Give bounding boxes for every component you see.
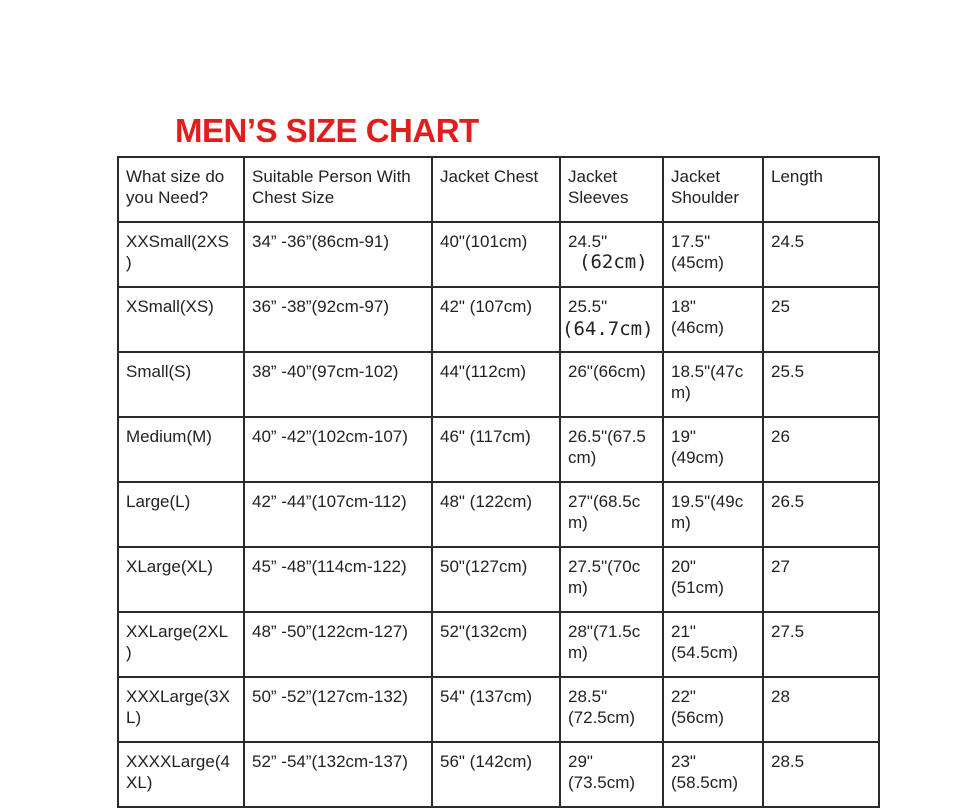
cell-text: (45cm): [671, 253, 724, 272]
cell-text: cm): [568, 448, 597, 467]
header-cell-length: [763, 157, 879, 222]
cell-length: [763, 352, 879, 417]
cell-chest-size-range: [244, 547, 432, 612]
header-cell-jacket-sleeves: [560, 157, 663, 222]
cell-text: 48" (122cm): [440, 492, 533, 511]
cell-text: 52"(132cm): [440, 622, 528, 641]
cell-text: XLarge(XL): [126, 557, 213, 576]
header-cell-size-name: [118, 157, 244, 222]
cell-text: (46cm): [671, 318, 724, 337]
cell-jacket-sleeves: [560, 222, 663, 287]
cell-text: (72.5cm): [568, 708, 636, 727]
cell-size-name: [118, 352, 244, 417]
cell-text: 28.5": [568, 687, 608, 706]
cell-text: XXSmall(2XS: [126, 232, 229, 251]
cell-jacket-chest: [432, 547, 560, 612]
cell-text: 45” -48”(114cm-122): [252, 557, 407, 576]
cell-text: 36” -38”(92cm-97): [252, 297, 389, 316]
cell-text: 29": [568, 752, 593, 771]
cell-text: 44"(112cm): [440, 362, 527, 381]
header-text: Chest Size: [252, 188, 335, 207]
header-text: Jacket: [671, 167, 721, 186]
cell-jacket-sleeves: [560, 287, 663, 352]
cell-chest-size-range: [244, 612, 432, 677]
cell-length: [763, 612, 879, 677]
header-text: Shoulder: [671, 188, 740, 207]
cell-text: 22": [671, 687, 696, 706]
table-row: [118, 417, 879, 482]
cell-text: Large(L): [126, 492, 191, 511]
header-row: [118, 157, 879, 222]
table-row: [118, 352, 879, 417]
cell-text: 26.5: [771, 492, 805, 511]
cell-text: 40” -42”(102cm-107): [252, 427, 408, 446]
cell-text: 19.5"(49c: [671, 492, 744, 511]
header-text: Jacket: [568, 167, 618, 186]
cell-jacket-shoulder: [663, 287, 763, 352]
cell-size-name: [118, 417, 244, 482]
header-text: Sleeves: [568, 188, 629, 207]
table-row: [118, 547, 879, 612]
cell-text: m): [568, 513, 588, 532]
cell-text: ): [126, 643, 132, 662]
sleeve-cm-annotation: (62cm): [579, 251, 648, 273]
cell-text: 26.5"(67.5: [568, 427, 646, 446]
page-title: MEN’S SIZE CHART: [175, 112, 479, 149]
cell-text: (73.5cm): [568, 773, 636, 792]
cell-text: 26: [771, 427, 790, 446]
cell-jacket-shoulder: [663, 352, 763, 417]
cell-jacket-chest: [432, 352, 560, 417]
cell-length: [763, 417, 879, 482]
cell-text: XXXXLarge(4: [126, 752, 230, 771]
cell-text: m): [568, 578, 588, 597]
cell-jacket-sleeves: [560, 742, 663, 807]
cell-text: 28"(71.5c: [568, 622, 641, 641]
cell-jacket-sleeves: [560, 482, 663, 547]
cell-text: (56cm): [671, 708, 724, 727]
cell-jacket-shoulder: [663, 482, 763, 547]
cell-text: Medium(M): [126, 427, 212, 446]
table-row: [118, 612, 879, 677]
cell-text: 18": [671, 297, 696, 316]
cell-text: (51cm): [671, 578, 724, 597]
cell-jacket-chest: [432, 482, 560, 547]
cell-text: m): [671, 383, 691, 402]
cell-size-name: [118, 222, 244, 287]
cell-jacket-sleeves: [560, 352, 663, 417]
cell-text: 50"(127cm): [440, 557, 528, 576]
cell-text: (54.5cm): [671, 643, 739, 662]
table-row: [118, 287, 879, 352]
cell-text: 27.5"(70c: [568, 557, 641, 576]
size-chart-table: [117, 156, 880, 808]
header-text: What size do: [126, 167, 225, 186]
cell-length: [763, 482, 879, 547]
cell-chest-size-range: [244, 287, 432, 352]
cell-chest-size-range: [244, 417, 432, 482]
cell-text: 26"(66cm): [568, 362, 646, 381]
header-cell-jacket-chest: [432, 157, 560, 222]
cell-text: 24.5: [771, 232, 805, 251]
cell-text: 27.5: [771, 622, 805, 641]
sleeve-cm-annotation: (64.7cm): [562, 318, 654, 340]
cell-chest-size-range: [244, 742, 432, 807]
cell-jacket-chest: [432, 677, 560, 742]
cell-text: m): [568, 643, 588, 662]
cell-jacket-chest: [432, 417, 560, 482]
cell-text: Small(S): [126, 362, 192, 381]
cell-text: 46" (117cm): [440, 427, 531, 446]
cell-text: 25.5": [568, 297, 608, 316]
cell-text: XL): [126, 773, 153, 792]
cell-size-name: [118, 482, 244, 547]
cell-chest-size-range: [244, 677, 432, 742]
cell-chest-size-range: [244, 482, 432, 547]
cell-length: [763, 742, 879, 807]
cell-size-name: [118, 677, 244, 742]
cell-text: ): [126, 253, 132, 272]
header-cell-jacket-shoulder: [663, 157, 763, 222]
cell-text: 25: [771, 297, 790, 316]
cell-jacket-sleeves: [560, 612, 663, 677]
cell-length: [763, 287, 879, 352]
cell-jacket-sleeves: [560, 547, 663, 612]
cell-text: m): [671, 513, 691, 532]
cell-jacket-chest: [432, 742, 560, 807]
cell-text: 38” -40”(97cm-102): [252, 362, 399, 381]
cell-text: XXLarge(2XL: [126, 622, 229, 641]
table-row: [118, 742, 879, 807]
cell-chest-size-range: [244, 352, 432, 417]
cell-length: [763, 547, 879, 612]
cell-jacket-shoulder: [663, 612, 763, 677]
cell-jacket-shoulder: [663, 417, 763, 482]
cell-text: 48” -50”(122cm-127): [252, 622, 408, 641]
cell-jacket-sleeves: [560, 677, 663, 742]
cell-text: 20": [671, 557, 696, 576]
cell-length: [763, 222, 879, 287]
cell-text: 54" (137cm): [440, 687, 533, 706]
cell-size-name: [118, 547, 244, 612]
cell-text: 27: [771, 557, 790, 576]
cell-jacket-shoulder: [663, 742, 763, 807]
cell-text: 42" (107cm): [440, 297, 533, 316]
header-text: Length: [771, 167, 823, 186]
cell-text: XXXLarge(3X: [126, 687, 230, 706]
header-text: Jacket Chest: [440, 167, 539, 186]
cell-text: L): [126, 708, 142, 727]
header-cell-chest-size-range: [244, 157, 432, 222]
cell-jacket-chest: [432, 612, 560, 677]
cell-text: 52” -54”(132cm-137): [252, 752, 408, 771]
header-text: you Need?: [126, 188, 209, 207]
cell-jacket-shoulder: [663, 677, 763, 742]
cell-jacket-shoulder: [663, 222, 763, 287]
cell-jacket-chest: [432, 222, 560, 287]
cell-text: 24.5": [568, 232, 608, 251]
cell-text: (49cm): [671, 448, 724, 467]
table-row: [118, 482, 879, 547]
cell-jacket-chest: [432, 287, 560, 352]
cell-text: 23": [671, 752, 696, 771]
cell-size-name: [118, 287, 244, 352]
cell-text: 27"(68.5c: [568, 492, 641, 511]
cell-text: 18.5"(47c: [671, 362, 744, 381]
cell-text: 25.5: [771, 362, 805, 381]
cell-text: 40"(101cm): [440, 232, 528, 251]
cell-text: 56" (142cm): [440, 752, 533, 771]
table-row: [118, 222, 879, 287]
cell-length: [763, 677, 879, 742]
cell-text: XSmall(XS): [126, 297, 214, 316]
cell-text: 28: [771, 687, 790, 706]
cell-text: 19": [671, 427, 696, 446]
cell-text: (58.5cm): [671, 773, 739, 792]
cell-text: 17.5": [671, 232, 711, 251]
cell-text: 50” -52”(127cm-132): [252, 687, 408, 706]
header-text: Suitable Person With: [252, 167, 411, 186]
cell-chest-size-range: [244, 222, 432, 287]
cell-jacket-sleeves: [560, 417, 663, 482]
cell-size-name: [118, 742, 244, 807]
cell-jacket-shoulder: [663, 547, 763, 612]
cell-text: 28.5: [771, 752, 805, 771]
cell-size-name: [118, 612, 244, 677]
cell-text: 42” -44”(107cm-112): [252, 492, 407, 511]
cell-text: 21": [671, 622, 696, 641]
table-row: [118, 677, 879, 742]
cell-text: 34” -36”(86cm-91): [252, 232, 389, 251]
